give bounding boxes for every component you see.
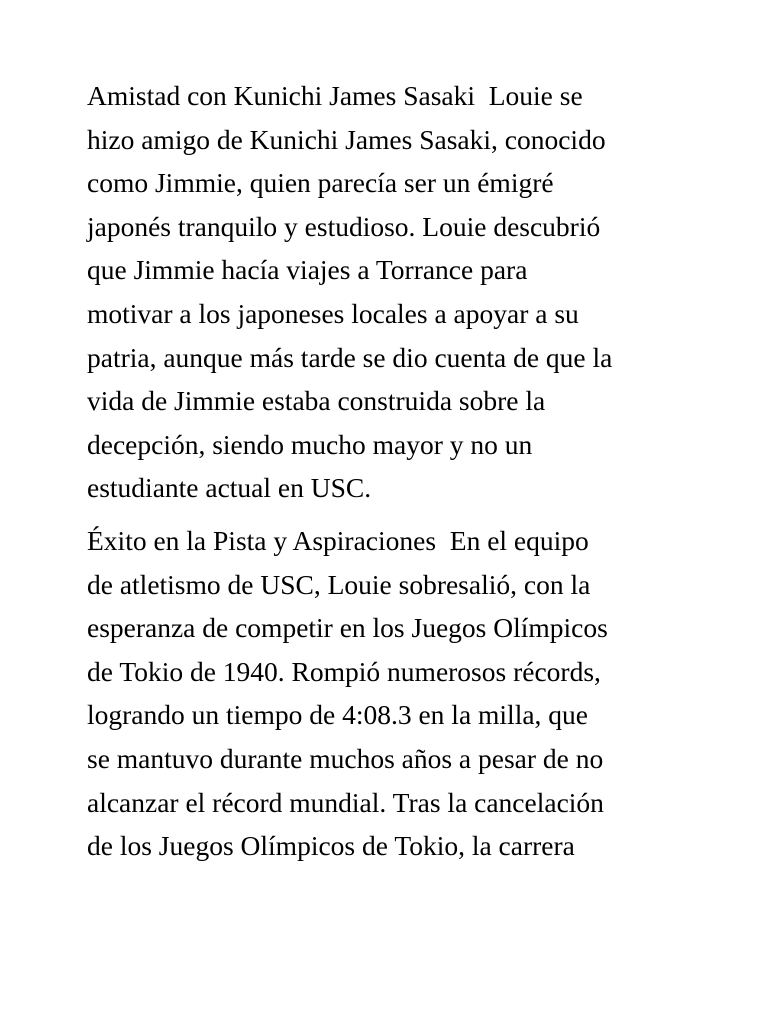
text-line: hizo amigo de Kunichi James Sasaki, conocido: [87, 123, 606, 155]
text-line: motivar a los japoneses locales a apoyar a su: [87, 297, 579, 329]
text-line: estudiante actual en USC.: [87, 472, 372, 504]
text-line: decepción, siendo mucho mayor y no un: [87, 428, 533, 460]
text-line: logrando un tiempo de 4:08.3 en la milla, que: [87, 699, 589, 731]
text-line: esperanza de competir en los Juegos Olímpicos: [87, 612, 608, 644]
text-line: que Jimmie hacía viajes a Torrance para: [87, 254, 528, 286]
text-line: alcanzar el récord mundial. Tras la cancelación: [87, 786, 604, 818]
text-line: se mantuvo durante muchos años a pesar de no: [87, 742, 604, 774]
text-line: japonés tranquilo y estudioso. Louie descubrió: [87, 210, 601, 242]
text-line: Amistad con Kunichi James Sasaki Louie se: [87, 80, 583, 111]
text-line: de atletismo de USC, Louie sobresalió, con la: [87, 568, 591, 600]
paragraph-track-success: [87, 519, 697, 868]
text-line: como Jimmie, quien parecía ser un émigré: [87, 167, 554, 199]
text-line: patria, aunque más tarde se dio cuenta de que la: [87, 341, 613, 373]
text-line: vida de Jimmie estaba construida sobre la: [87, 385, 546, 417]
paragraph-sasaki-friendship: [87, 74, 697, 510]
text-line: Éxito en la Pista y Aspiraciones En el equipo: [87, 524, 589, 556]
text-line: de Tokio de 1940. Rompió numerosos récords,: [87, 655, 601, 687]
text-line: de los Juegos Olímpicos de Tokio, la carrera: [87, 830, 575, 862]
document-body: [87, 74, 697, 868]
